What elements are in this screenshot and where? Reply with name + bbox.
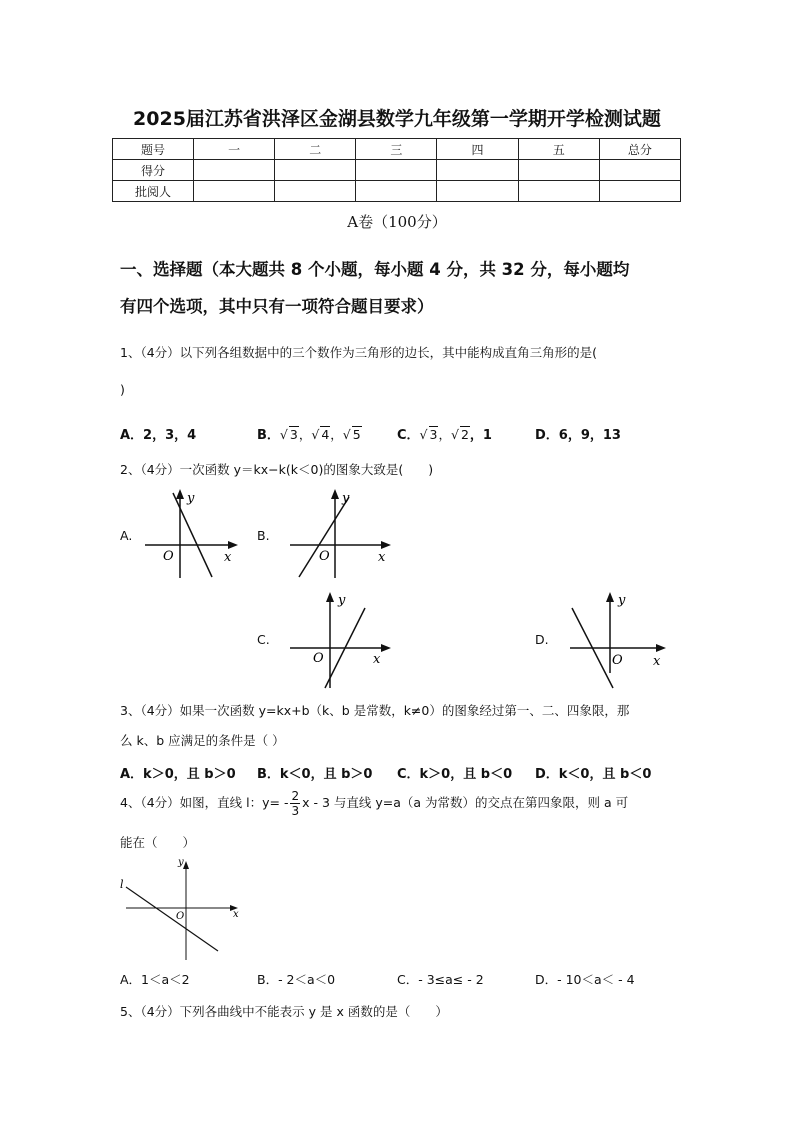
table-cell [518,160,599,181]
q2-option-b-label: B. [257,528,270,543]
fraction-numerator: 2 [291,789,300,803]
part-heading-line1: 一、选择题（本大题共 8 个小题，每小题 4 分，共 32 分，每小题均 [120,260,630,279]
q4-stem-post: x - 3 与直线 y=a（a 为常数）的交点在第四象限，则 a 可 [302,795,629,810]
origin-label: O [319,549,330,564]
q3-option-c: C．k＞0，且 b＜0 [397,767,513,782]
sqrt-symbol: √ [279,427,288,442]
table-cell [356,160,437,181]
q2-graph-b [285,485,395,585]
question-4-stem [120,789,628,818]
table-cell: 三 [356,139,437,160]
question-4-stem-line2: 能在（ ） [120,835,196,850]
q2-graph-a [140,485,250,585]
origin-label: O [313,651,324,666]
table-row [113,139,681,160]
question-3-stem-line2: 么 k、b 应满足的条件是（ ） [120,733,285,748]
table-cell: 五 [518,139,599,160]
origin-label: O [163,549,174,564]
question-1-stem-end: ) [120,382,125,397]
q4-option-b: B．- 2＜a＜0 [257,972,336,987]
axis-label-y: y [618,593,626,608]
section-heading: A卷（100分） [347,213,447,231]
axis-label-x: x [378,550,386,565]
table-cell: 批阅人 [113,181,194,202]
x-axis-arrow [381,541,391,549]
question-5-stem: 5、（4分）下列各曲线中不能表示 y 是 x 函数的是（ ） [120,1004,448,1019]
q2-graph-c [285,588,395,693]
q4-graph [118,855,248,965]
q1-option-c-tail: ，1 [469,428,492,443]
question-1-stem: 1、（4分）以下列各组数据中的三个数作为三角形的边长，其中能构成直角三角形的是( [120,345,598,360]
line-l [126,887,218,951]
y-axis-arrow [326,592,334,602]
axis-label-x: x [224,550,232,565]
table-cell [356,181,437,202]
sqrt-symbol: √ [450,427,459,442]
q2-option-d-label: D. [535,632,549,647]
axis-label-x: x [373,652,381,667]
sqrt-value: 3 [289,427,298,442]
q1-option-b: B．√ 3，√ 4，√ 5 [257,427,361,443]
x-axis-arrow [656,644,666,652]
sqrt-value: 2 [460,427,469,442]
sqrt-symbol: √ [342,427,351,442]
origin-label: O [176,911,185,922]
table-row [113,181,681,202]
function-line [299,497,349,577]
q3-option-a: A．k＞0，且 b＞0 [120,767,236,782]
table-cell [275,181,356,202]
q2-option-c-label: C. [257,632,270,647]
q3-option-d: D．k＜0，且 b＜0 [535,767,652,782]
line-label: l [120,878,124,891]
q4-option-d: D．- 10＜a＜ - 4 [535,972,635,987]
question-3-stem: 3、（4分）如果一次函数 y=kx+b（k、b 是常数，k≠0）的图象经过第一、二、四象限，那 [120,703,630,718]
table-cell [437,160,518,181]
score-table [112,138,681,202]
q1-option-c-label: C． [397,428,420,443]
table-cell: 题号 [113,139,194,160]
q2-graph-d [565,588,675,693]
y-axis-arrow [183,861,189,869]
axis-label-y: y [342,491,350,506]
sqrt-symbol: √ [311,427,320,442]
page-title: 2025届江苏省洪泽区金湖县数学九年级第一学期开学检测试题 [133,108,661,130]
table-cell [599,160,680,181]
y-axis-arrow [606,592,614,602]
table-cell [437,181,518,202]
axis-label-y: y [187,491,195,506]
sqrt-symbol: √ [419,427,428,442]
table-cell [599,181,680,202]
table-cell: 一 [194,139,275,160]
q1-option-b-label: B． [257,428,280,443]
fraction [290,789,300,818]
y-axis-arrow [176,489,184,499]
axis-label-x: x [653,654,661,669]
y-axis-arrow [331,489,339,499]
axis-label-y: y [178,857,184,868]
x-axis-arrow [228,541,238,549]
table-cell [194,160,275,181]
x-axis-arrow [381,644,391,652]
q4-option-a: A．1＜a＜2 [120,972,190,987]
table-cell: 二 [275,139,356,160]
table-cell: 四 [437,139,518,160]
q2-option-a-label: A. [120,528,133,543]
q3-option-b: B．k＜0，且 b＞0 [257,767,373,782]
question-2-stem: 2、（4分）一次函数 y＝kx−k(k＜0)的图象大致是( ) [120,462,434,477]
table-row [113,160,681,181]
table-cell [518,181,599,202]
axis-label-x: x [233,909,239,920]
q4-stem-pre: 4、（4分）如图，直线 l：y= - [120,795,289,810]
q1-option-a: A．2，3，4 [120,428,197,443]
table-cell: 得分 [113,160,194,181]
sqrt-value: 5 [352,427,361,442]
table-cell [275,160,356,181]
fraction-denominator: 3 [291,804,300,818]
q1-option-c: C．√ 3，√ 2，1 [397,427,492,443]
q4-option-c: C．- 3≤a≤ - 2 [397,972,484,987]
sqrt-value: 3 [429,427,438,442]
table-cell: 总分 [599,139,680,160]
origin-label: O [612,653,623,668]
part-heading-line2: 有四个选项，其中只有一项符合题目要求） [120,297,434,316]
table-cell [194,181,275,202]
sqrt-value: 4 [321,427,330,442]
axis-label-y: y [338,593,346,608]
q1-option-d: D．6，9，13 [535,428,621,443]
